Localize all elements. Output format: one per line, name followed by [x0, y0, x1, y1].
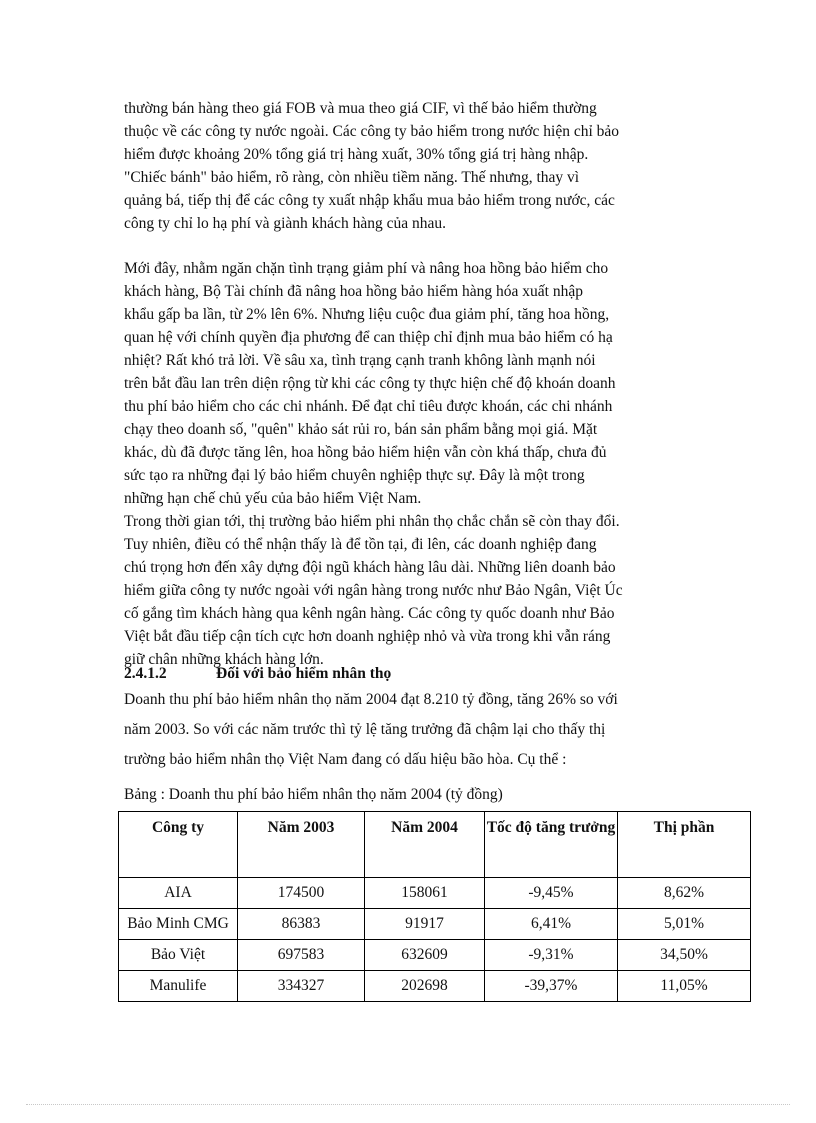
header-year-2004: Năm 2004 — [365, 812, 485, 878]
table-row — [119, 909, 751, 940]
header-growth-rate: Tốc độ tăng trưởng — [485, 812, 618, 878]
cell-company: Bảo Việt — [119, 940, 238, 971]
cell-2003: 86383 — [238, 909, 365, 940]
text-line: hiểm giữa công ty nước ngoài với ngân hàng trong nước như Bảo Ngân, Việt Úc — [124, 582, 623, 599]
table-row — [119, 971, 751, 1002]
text-line: khẩu gấp ba lần, từ 2% lên 6%. Nhưng liệu cuộc đua giảm phí, tăng hoa hồng, — [124, 306, 610, 323]
text-line: quảng bá, tiếp thị để các công ty xuất nhập khẩu mua bảo hiểm trong nước, các — [124, 192, 615, 209]
cell-company: Bảo Minh CMG — [119, 909, 238, 940]
cell-growth: -9,45% — [485, 878, 618, 909]
cell-share: 5,01% — [618, 909, 751, 940]
cell-company: Manulife — [119, 971, 238, 1002]
paragraph-export-insurance — [124, 97, 724, 235]
table-row — [119, 940, 751, 971]
text-line: những hạn chế chủ yếu của bảo hiểm Việt Nam. — [124, 490, 422, 507]
cell-share: 11,05% — [618, 971, 751, 1002]
text-line: nhiệt? Rất khó trả lời. Về sâu xa, tình trạng cạnh tranh không lành mạnh nói — [124, 352, 596, 369]
cell-growth: 6,41% — [485, 909, 618, 940]
table-header-row — [119, 812, 751, 878]
text-line: trường bảo hiểm nhân thọ Việt Nam đang có dấu hiệu bão hòa. Cụ thể : — [124, 751, 567, 768]
text-line: công ty chỉ lo hạ phí và giành khách hàng của nhau. — [124, 215, 446, 232]
paragraph-life-insurance — [124, 685, 724, 775]
cell-2004: 91917 — [365, 909, 485, 940]
table-row — [119, 878, 751, 909]
header-company: Công ty — [119, 812, 238, 878]
revenue-table — [118, 811, 751, 1002]
cell-2003: 697583 — [238, 940, 365, 971]
text-line: thu phí bảo hiểm cho các chi nhánh. Để đạt chỉ tiêu được khoán, các chi nhánh — [124, 398, 613, 415]
section-heading — [124, 662, 391, 686]
section-title: Đối với bảo hiểm nhân thọ — [216, 665, 392, 682]
text-line: thuộc về các công ty nước ngoài. Các công ty bảo hiểm trong nước hiện chỉ bảo — [124, 123, 620, 140]
cell-2004: 632609 — [365, 940, 485, 971]
text-line: sức tạo ra những đại lý bảo hiểm chuyên nghiệp thực sự. Đây là một trong — [124, 467, 585, 484]
text-line: giữ chân những khách hàng lớn. — [124, 651, 324, 668]
paragraph-commission-competition — [124, 257, 724, 671]
cell-2003: 174500 — [238, 878, 365, 909]
cell-2004: 202698 — [365, 971, 485, 1002]
text-line: cố gắng tìm khách hàng qua kênh ngân hàng. Các công ty quốc doanh như Bảo — [124, 605, 615, 622]
text-line: Việt bắt đầu tiếp cận tích cực hơn doanh nghiệp nhỏ và vừa trong khi vẫn ráng — [124, 628, 611, 645]
header-market-share: Thị phần — [618, 812, 751, 878]
text-line: hiểm được khoảng 20% tổng giá trị hàng xuất, 30% tổng giá trị hàng nhập. — [124, 146, 589, 163]
section-number: 2.4.1.2 — [124, 665, 167, 682]
text-line: chú trọng hơn đến xây dựng đội ngũ khách hàng lâu dài. Những liên doanh bảo — [124, 559, 616, 576]
text-line: "Chiếc bánh" bảo hiểm, rõ ràng, còn nhiều tiềm năng. Thế nhưng, thay vì — [124, 169, 580, 186]
text-line: khách hàng, Bộ Tài chính đã nâng hoa hồng bảo hiểm hàng hóa xuất nhập — [124, 283, 583, 300]
cell-growth: -9,31% — [485, 940, 618, 971]
text-line: quan hệ với chính quyền địa phương để can thiệp chỉ định mua bảo hiểm có hạ — [124, 329, 613, 346]
header-year-2003: Năm 2003 — [238, 812, 365, 878]
cell-company: AIA — [119, 878, 238, 909]
text-line: Mới đây, nhằm ngăn chặn tình trạng giảm phí và nâng hoa hồng bảo hiểm cho — [124, 260, 609, 277]
table-caption: Bảng : Doanh thu phí bảo hiểm nhân thọ năm 2004 (tỷ đồng) — [124, 786, 503, 803]
text-line: Doanh thu phí bảo hiểm nhân thọ năm 2004 đạt 8.210 tỷ đồng, tăng 26% so với — [124, 691, 618, 708]
cell-growth: -39,37% — [485, 971, 618, 1002]
text-line: thường bán hàng theo giá FOB và mua theo giá CIF, vì thế bảo hiểm thường — [124, 100, 597, 117]
cell-2004: 158061 — [365, 878, 485, 909]
text-line: năm 2003. So với các năm trước thì tỷ lệ tăng trưởng đã chậm lại cho thấy thị — [124, 721, 606, 738]
page-bottom-divider — [26, 1104, 790, 1105]
cell-share: 8,62% — [618, 878, 751, 909]
text-line: Tuy nhiên, điều có thể nhận thấy là để tồn tại, đi lên, các doanh nghiệp đang — [124, 536, 597, 553]
text-line: Trong thời gian tới, thị trường bảo hiểm phi nhân thọ chắc chắn sẽ còn thay đổi. — [124, 513, 620, 530]
cell-2003: 334327 — [238, 971, 365, 1002]
text-line: trên bắt đầu lan trên diện rộng từ khi các công ty thực hiện chế độ khoán doanh — [124, 375, 616, 392]
cell-share: 34,50% — [618, 940, 751, 971]
text-line: khác, dù đã được tăng lên, hoa hồng bảo hiểm hiện vẫn còn khá thấp, chưa đủ — [124, 444, 607, 461]
text-line: chạy theo doanh số, "quên" khảo sát rủi ro, bán sản phẩm bằng mọi giá. Mặt — [124, 421, 598, 438]
